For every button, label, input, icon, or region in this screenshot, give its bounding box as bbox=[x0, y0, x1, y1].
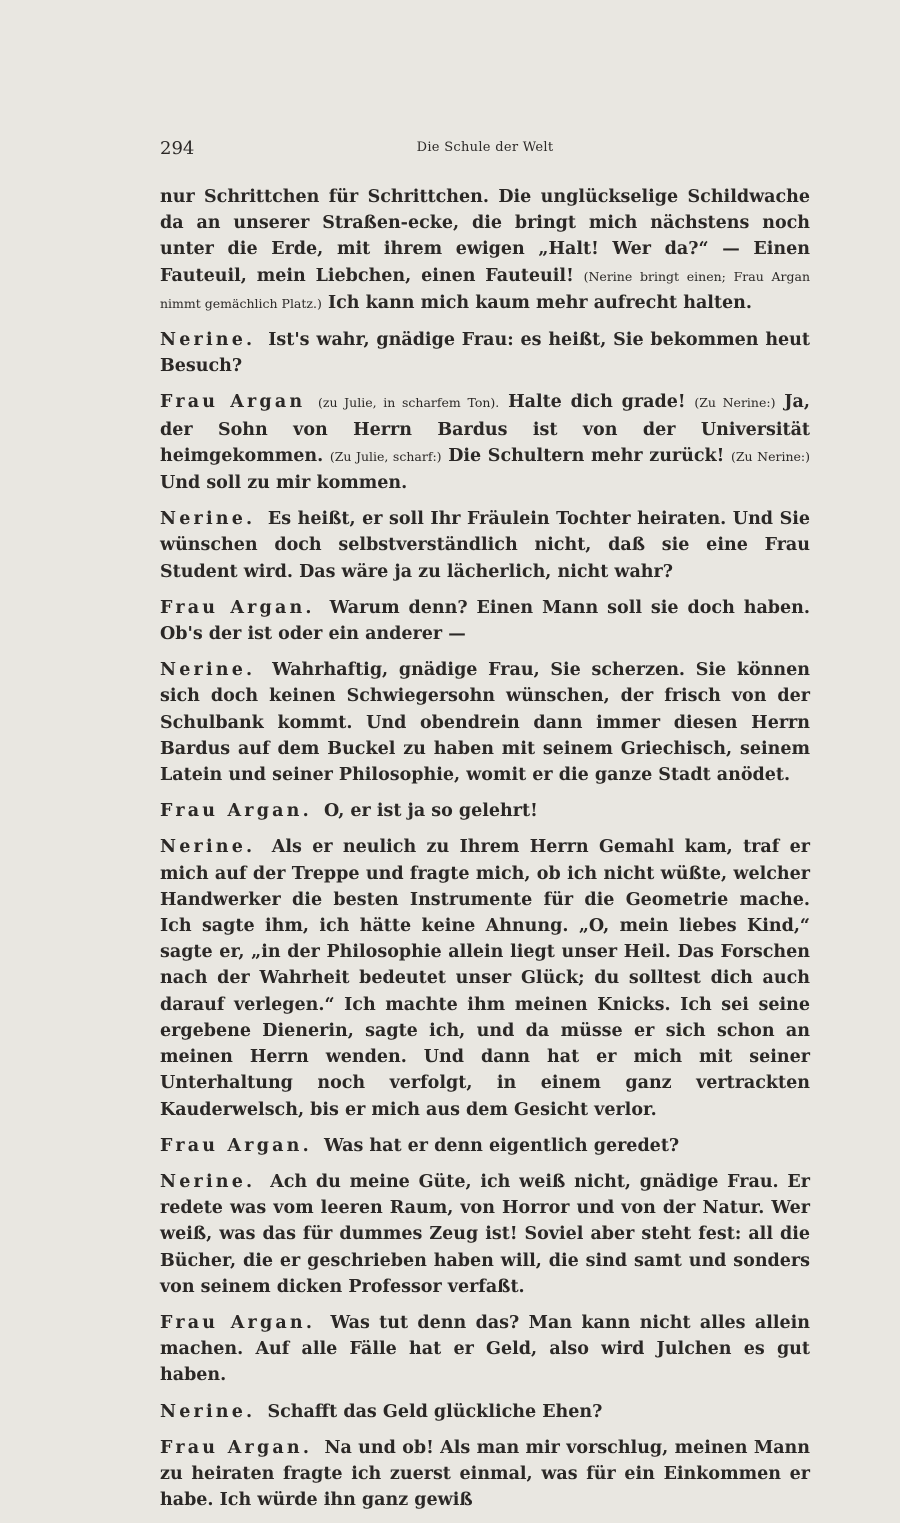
play-text bbox=[160, 184, 810, 1523]
dialogue-paragraph bbox=[160, 1169, 810, 1300]
dialogue-text: Halte dich grade! bbox=[499, 392, 695, 413]
running-head bbox=[160, 138, 810, 162]
speaker-name: Nerine. bbox=[160, 660, 256, 681]
stage-direction: (Zu Nerine:) bbox=[694, 395, 776, 411]
speaker-name: Nerine. bbox=[160, 1401, 256, 1422]
speaker-name: Frau Argan. bbox=[160, 597, 315, 618]
dialogue-text: Die Schultern mehr zurück! bbox=[441, 445, 731, 466]
dialogue-text: Wahrhaftig, gnädige Frau, Sie scherzen. Sie können sich doch keinen Schwiegersohn wünschen, der frisch von der Schulbank kommt. Und obendrein dann immer diesen Herrn Bardus auf dem Buckel zu haben mit seinem Griechisch, seinem Latein und seiner Philosophie, womit er die ganze Stadt anödet. bbox=[160, 660, 810, 786]
dialogue-text: Ja, der Sohn von Herrn Bardus ist von der Universität heimgekommen. bbox=[160, 392, 810, 466]
dialogue-paragraph bbox=[160, 1399, 810, 1425]
speaker-name: Frau Argan. bbox=[160, 1437, 313, 1458]
stage-direction: (Nerine bringt einen; Frau Argan nimmt gemächlich Platz.) bbox=[160, 268, 810, 311]
speaker-name: Nerine. bbox=[160, 330, 256, 351]
dialogue-text: Ach du meine Güte, ich weiß nicht, gnädige Frau. Er redete was vom leeren Raum, von Horror und von der Natur. Wer weiß, was das für dummes Zeug ist! Soviel aber steht fest: all die Bücher, die er geschrieben haben will, die sind samt und sonders von seinem dicken Professor verfaßt. bbox=[160, 1171, 810, 1297]
stage-direction: (Zu Nerine:) bbox=[730, 448, 810, 464]
dialogue-paragraph bbox=[160, 327, 810, 379]
dialogue-paragraph bbox=[160, 184, 810, 317]
dialogue-text: Was tut denn das? Man kann nicht alles allein machen. Auf alle Fälle hat er Geld, also wird Julchen es gut haben. bbox=[160, 1312, 810, 1386]
dialogue-text: Ich kann mich kaum mehr aufrecht halten. bbox=[321, 292, 752, 313]
page-number: 294 bbox=[160, 138, 195, 159]
speaker-name: Frau Argan. bbox=[160, 1312, 316, 1333]
running-title: Die Schule der Welt bbox=[416, 140, 554, 155]
dialogue-text: Ist's wahr, gnädige Frau: es heißt, Sie bekommen heut Besuch? bbox=[160, 330, 810, 377]
dialogue-paragraph bbox=[160, 389, 810, 496]
dialogue-text: O, er ist ja so gelehrt! bbox=[317, 801, 538, 822]
dialogue-text: Als er neulich zu Ihrem Herrn Gemahl kam, traf er mich auf der Treppe und fragte mich, ob ich nicht wüßte, welcher Handwerker die besten Instrumente für die Geometrie mache. Ich sagte ihm, ich hätte keine Ahnung. „O, mein liebes Kind,“ sagte er, „in der Philosophie allein liegt unser Heil. Das Forschen nach der Wahrheit bedeutet unser Glück; du solltest dich auch darauf verlegen.“ Ich machte ihm meinen Knicks. Ich sei seine ergebene Dienerin, sagte ich, und da müsse er sich schon an meinen Herrn wenden. Und dann hat er mich mit seiner Unterhaltung noch verfolgt, in einem ganz vertrackten Kauderwelsch, bis er mich aus dem Gesicht verlor. bbox=[160, 837, 810, 1120]
speaker-name: Nerine. bbox=[160, 1171, 256, 1192]
dialogue-paragraph bbox=[160, 506, 810, 585]
dialogue-paragraph bbox=[160, 595, 810, 647]
stage-direction: (Zu Julie, scharf:) bbox=[329, 448, 442, 464]
dialogue-text: Schafft das Geld glückliche Ehen? bbox=[261, 1401, 603, 1422]
dialogue-text: Warum denn? Einen Mann soll sie doch haben. Ob's der ist oder ein anderer — bbox=[160, 597, 810, 645]
speaker-name: Nerine. bbox=[160, 837, 256, 858]
dialogue-paragraph bbox=[160, 1310, 810, 1389]
dialogue-text: nur Schrittchen für Schrittchen. Die unglückselige Schildwache da an unserer Straßen-ecke, die bringt mich nächstens noch unter die Erde, mit ihrem ewigen „Halt! Wer da?“ — Einen Fauteuil, mein Liebchen, einen Fauteuil! bbox=[160, 187, 810, 286]
dialogue-paragraph bbox=[160, 657, 810, 788]
dialogue-paragraph bbox=[160, 798, 810, 824]
dialogue-paragraph bbox=[160, 1435, 810, 1514]
dialogue-text: Und soll zu mir kommen. bbox=[160, 473, 408, 494]
dialogue-paragraph bbox=[160, 1133, 810, 1159]
stage-direction: (zu Julie, in scharfem Ton). bbox=[311, 395, 500, 411]
dialogue-text: Was hat er denn eigentlich geredet? bbox=[317, 1135, 680, 1156]
speaker-name: Frau Argan bbox=[160, 392, 306, 413]
dialogue-text: Es heißt, er soll Ihr Fräulein Tochter heiraten. Und Sie wünschen doch selbstverständlich nicht, daß sie eine Frau Student wird. Das wäre ja zu lächerlich, nicht wahr? bbox=[160, 509, 810, 582]
dialogue-paragraph bbox=[160, 834, 810, 1122]
speaker-name: Frau Argan. bbox=[160, 1135, 312, 1156]
dialogue-text: Na und ob! Als man mir vorschlug, meinen Mann zu heiraten fragte ich zuerst einmal, was für ein Einkommen er habe. Ich würde ihn ganz gewiß bbox=[160, 1437, 810, 1511]
speaker-name: Frau Argan. bbox=[160, 801, 312, 822]
speaker-name: Nerine. bbox=[160, 509, 256, 530]
